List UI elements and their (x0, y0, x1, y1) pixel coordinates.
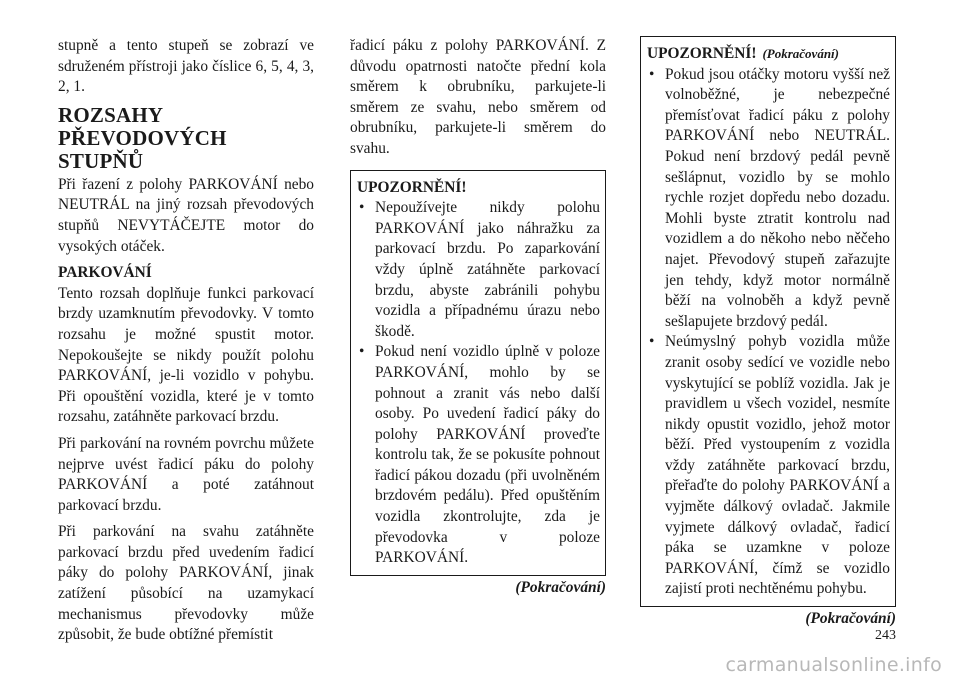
paragraph-parking-function: Tento rozsah doplňuje funkci parkovací brzdy uzamknutím převodovky. V tomto rozsahu je možné spustit motor. Nepokoušejte se nikdy použít polohu PARKOVÁNÍ, je-li vozidlo v pohybu. Při opouštění vozidla, které je v tomto rozsahu, zatáhněte parkovací brzdu. (58, 284, 314, 426)
column-left (58, 36, 314, 652)
paragraph-slope: Při parkování na svahu zatáhněte parkovací brzdu před uvedením řadicí páky do polohy PARKOVÁNÍ, jinak zatížení působící na uzamykací mechanismus převodovky může způsobit, že bude obtížné přemístit (58, 523, 314, 644)
warning-item: • Nepoužívejte nikdy polohu PARKOVÁNÍ jako náhražku za parkovací brzdu. Po zaparkování vždy úplně zatáhněte parkovací brzdu, abyste zabránili pohybu vozidla a případnému úrazu nebo škodě. (357, 198, 600, 342)
warning-item: • Pokud není vozidlo úplně v poloze PARKOVÁNÍ, mohlo by se pohnout a zranit vás nebo další osoby. Po uvedení řadicí páky do polohy PARKOVÁNÍ proveďte kontrolu tak, že se pokusíte pohnout řadicí pákou dozadu (při uvolněném brzdovém pedálu). Před opuštěním vozidla zkontrolujte, zda je převodovka v poloze PARKOVÁNÍ. (357, 342, 600, 569)
warning-box-continued (640, 36, 896, 607)
column-middle (350, 36, 606, 598)
page-number: 243 (875, 628, 896, 643)
warning-title-line (647, 44, 890, 65)
warning-item: • Pokud jsou otáčky motoru vyšší než volnoběžné, je nebezpečné přemísťovat řadicí páku z polohy PARKOVÁNÍ nebo NEUTRÁL. Pokud není brzdový pedál pevně sešlápnut, vozidlo by se mohlo rychle rozjet dopředu nebo dozadu. Mohli byste ztratit kontrolu nad vozidlem a do někoho nebo něčeho najet. Převodový stupeň zařazujte jen tehdy, když motor normálně běží na volnoběh a když pevně sešlapujete brzdový pedál. (647, 65, 890, 333)
warning-list (357, 198, 600, 569)
warning-title-continued: (Pokračování) (762, 46, 839, 61)
warning-list (647, 65, 890, 600)
continued-label: (Pokračování) (515, 578, 606, 596)
warning-title: UPOZORNĚNÍ! (357, 178, 467, 196)
paragraph-flat-surface: Při parkování na rovném povrchu můžete nejprve uvést řadicí páku do polohy PARKOVÁNÍ a poté zatáhnout parkovací brzdu. (58, 434, 314, 514)
warning-item: • Neúmyslný pohyb vozidla může zranit osoby sedící ve vozidle nebo vyskytující se poblíž vozidla. Jak je pravidlem u všech vozidel, nesmíte nikdy opustit vozidlo, jehož motor běží. Před vystoupením z vozidla vždy zatáhněte parkovací brzdu, přeřaďte do polohy PARKOVÁNÍ a vyjměte dálkový ovladač. Jakmile vyjmete dálkový ovladač, řadicí páka se uzamkne v poloze PARKOVÁNÍ, čímž se vozidlo zajistí proti nechtěnému pohybu. (647, 332, 890, 600)
section-heading: ROZSAHY PŘEVODOVÝCH STUPŇŮ (58, 102, 227, 173)
watermark: carmanualsonline.info (725, 654, 942, 676)
column-right (640, 36, 896, 630)
subheading-parking: PARKOVÁNÍ (58, 264, 152, 282)
continued-label: (Pokračování) (805, 610, 896, 628)
warning-title: UPOZORNĚNÍ! (647, 45, 757, 62)
intro-paragraph-continued: řadicí páku z polohy PARKOVÁNÍ. Z důvodu opatrnosti natočte přední kola směrem k obrubníku, parkujete-li směrem ze svahu, nebo směrem od obrubníku, parkujete-li směrem do svahu. (350, 37, 606, 157)
paragraph-rpm-warning: Při řazení z polohy PARKOVÁNÍ nebo NEUTRÁL na jiný rozsah převodových stupňů NEVYTÁČEJTE motor do vysokých otáček. (58, 175, 314, 255)
warning-box (350, 170, 606, 576)
intro-paragraph: stupně a tento stupeň se zobrazí ve sdruženém přístroji jako číslice 6, 5, 4, 3, 2, 1. (58, 37, 314, 96)
